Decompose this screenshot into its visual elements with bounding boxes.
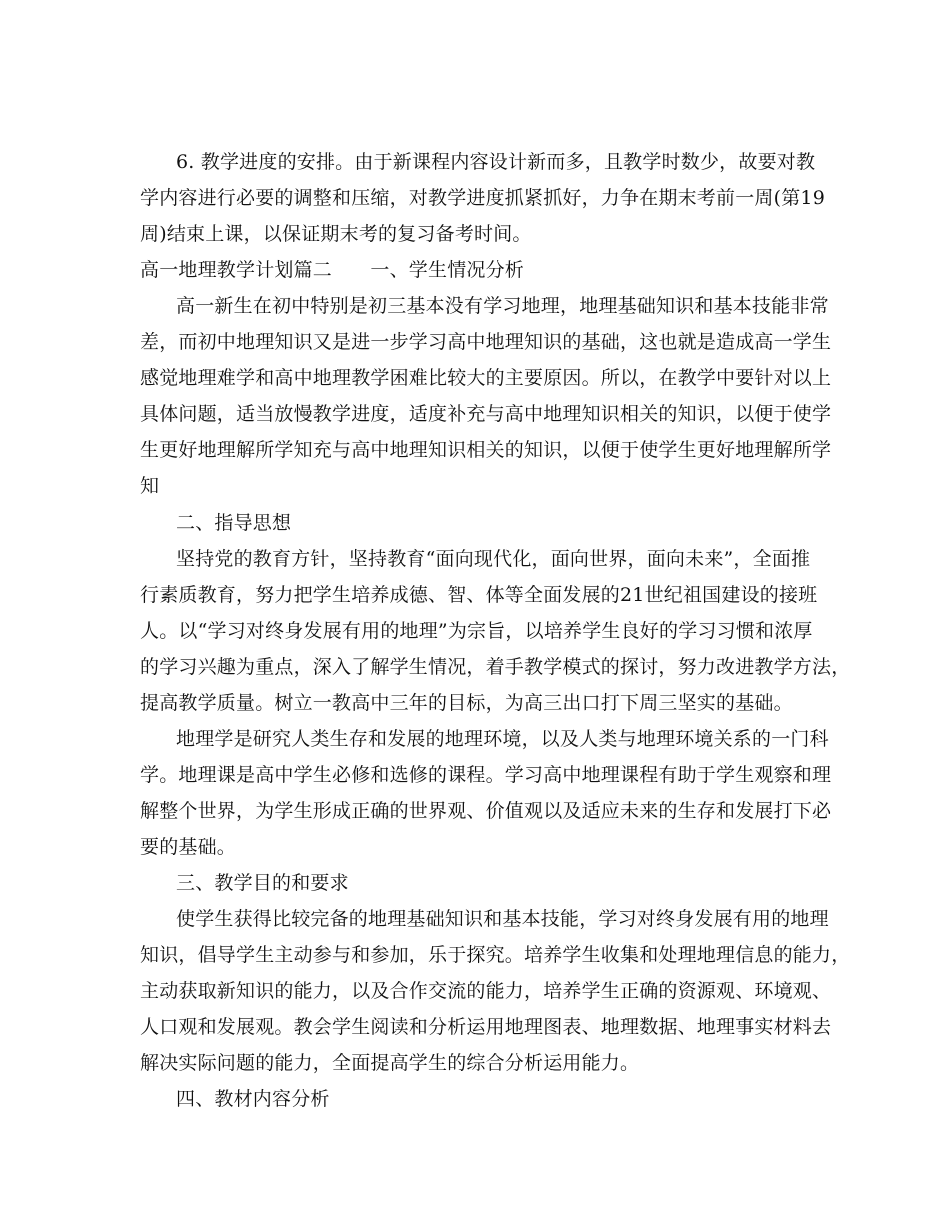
section-heading: 三、教学目的和要求 (176, 872, 349, 894)
text-line: 的学习兴趣为重点，深入了解学生情况，着手教学模式的探讨，努力改进教学方法， (140, 656, 851, 678)
text-line: 要的基础。 (140, 836, 237, 858)
text-line: 高一新生在初中特别是初三基本没有学习地理，地理基础知识和基本技能非常 (176, 295, 829, 317)
section-heading: 四、教材内容分析 (176, 1088, 330, 1110)
text-line: 解决实际问题的能力，全面提高学生的综合分析运用能力。 (140, 1052, 640, 1074)
section-heading: 高一地理教学计划篇二 一、学生情况分析 (140, 259, 525, 281)
text-line: 知识，倡导学生主动参与和参加，乐于探究。培养学生收集和处理地理信息的能力， (140, 944, 851, 966)
text-line: 周)结束上课，以保证期末考的复习备考时间。 (140, 223, 532, 245)
text-line: 人口观和发展观。教会学生阅读和分析运用地理图表、地理数据、地理事实材料去 (140, 1016, 832, 1038)
text-line: 学内容进行必要的调整和压缩，对教学进度抓紧抓好，力争在期末考前一周(第19 (140, 187, 825, 209)
text-line: 人。以“学习对终身发展有用的地理”为宗旨，以培养学生良好的学习习惯和浓厚 (140, 620, 813, 642)
section-heading: 二、指导思想 (176, 512, 292, 534)
text-line: 生更好地理解所学知充与高中地理知识相关的知识，以便于使学生更好地理解所学 (140, 439, 832, 461)
text-line: 解整个世界，为学生形成正确的世界观、价值观以及适应未来的生存和发展打下必 (140, 800, 832, 822)
text-line: 6. 教学进度的安排。由于新课程内容设计新而多，且教学时数少，故要对教 (176, 151, 816, 173)
text-line: 知 (140, 475, 160, 497)
text-line: 提高教学质量。树立一教高中三年的目标，为高三出口打下周三坚实的基础。 (140, 692, 793, 714)
text-line: 使学生获得比较完备的地理基础知识和基本技能，学习对终身发展有用的地理 (176, 908, 829, 930)
text-line: 具体问题，适当放慢教学进度，适度补充与高中地理知识相关的知识，以便于使学 (140, 403, 832, 425)
text-line: 地理学是研究人类生存和发展的地理环境，以及人类与地理环境关系的一门科 (176, 728, 829, 750)
text-line: 感觉地理难学和高中地理教学困难比较大的主要原因。所以，在教学中要针对以上 (140, 367, 832, 389)
text-line: 主动获取新知识的能力，以及合作交流的能力，培养学生正确的资源观、环境观、 (140, 980, 832, 1002)
text-line: 坚持党的教育方针，坚持教育“面向现代化，面向世界，面向未来”，全面推 (176, 548, 811, 570)
text-line: 学。地理课是高中学生必修和选修的课程。学习高中地理课程有助于学生观察和理 (140, 764, 832, 786)
text-line: 差，而初中地理知识又是进一步学习高中地理知识的基础，这也就是造成高一学生 (140, 331, 832, 353)
text-line: 行素质教育，努力把学生培养成德、智、体等全面发展的21世纪祖国建设的接班 (140, 584, 818, 606)
